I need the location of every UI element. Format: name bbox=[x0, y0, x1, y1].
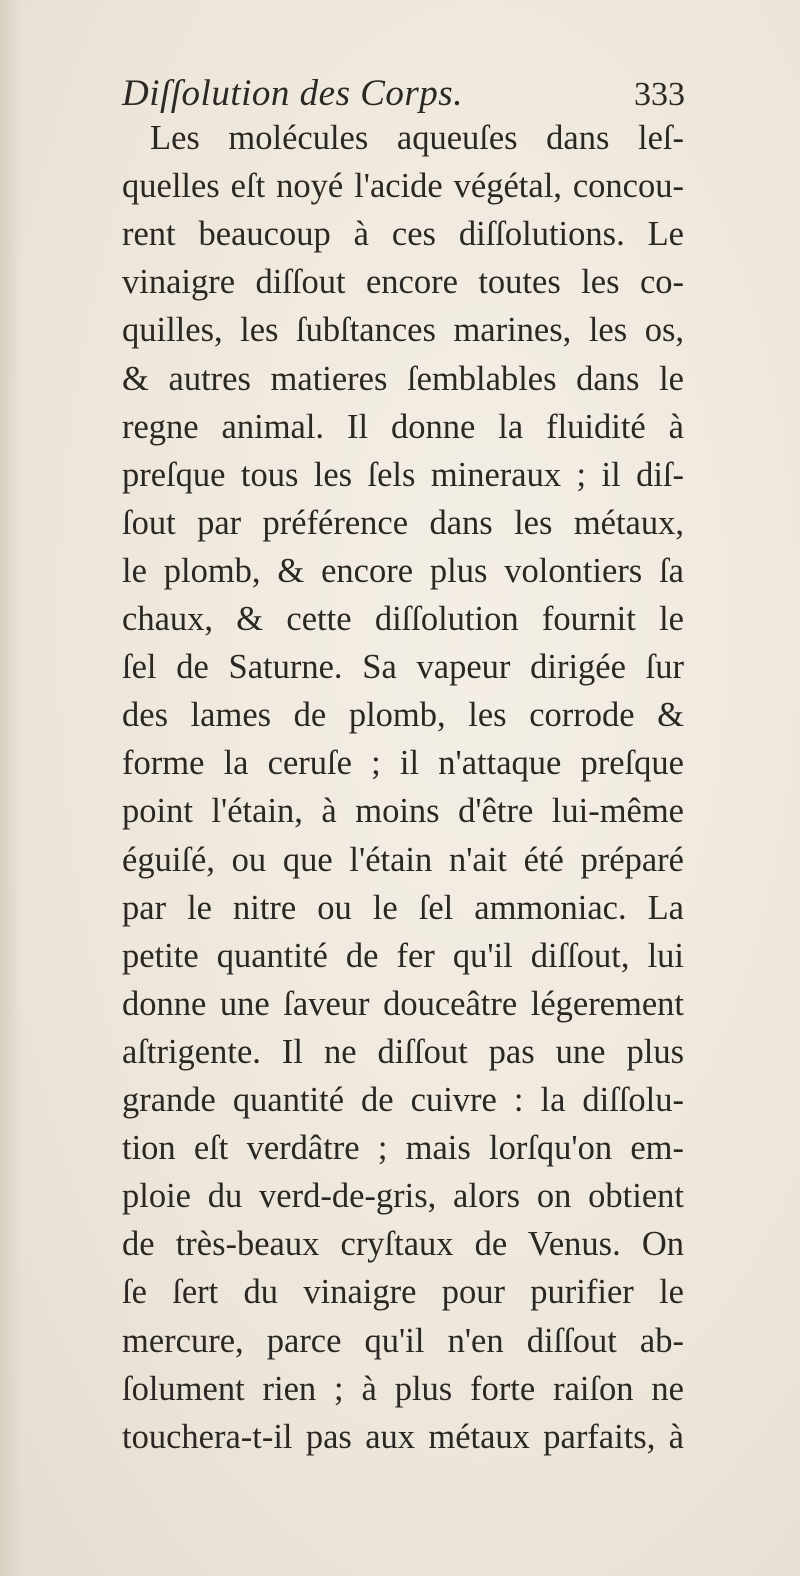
text-line: tion eſt verdâtre ; mais lorſqu'on em- bbox=[122, 1129, 684, 1168]
text-line: petite quantité de fer qu'il diſſout, lui bbox=[122, 936, 684, 975]
text-line: des lames de plomb, les corrode & bbox=[122, 696, 684, 735]
text-line: point l'étain, à moins d'être lui-même bbox=[122, 792, 684, 831]
text-line: touchera-t-il pas aux métaux parfaits, à bbox=[122, 1417, 684, 1456]
text-line: le plomb, & encore plus volontiers ſa bbox=[122, 551, 684, 590]
text-line: quilles, les ſubſtances marines, les os, bbox=[122, 311, 684, 350]
text-line: chaux, & cette diſſolution fournit le bbox=[122, 600, 684, 638]
text-line: regne animal. Il donne la fluidité à bbox=[122, 407, 684, 446]
running-head-title: Diſſolution des Corps. bbox=[122, 73, 463, 114]
text-line: donne une ſaveur douceâtre légerement bbox=[122, 984, 684, 1023]
text-line: quelles eſt noyé l'acide végétal, concou- bbox=[122, 167, 684, 206]
text-line: aſtrigente. Il ne diſſout pas une plus bbox=[122, 1032, 684, 1071]
text-line: de très-beaux cryſtaux de Venus. On bbox=[122, 1225, 684, 1264]
text-line: éguiſé, ou que l'étain n'ait été préparé bbox=[122, 840, 684, 879]
text-line: ſel de Saturne. Sa vapeur dirigée ſur bbox=[122, 648, 684, 687]
text-line: ſolument rien ; à plus forte raiſon ne bbox=[122, 1369, 684, 1408]
text-line: grande quantité de cuivre : la diſſolu- bbox=[122, 1081, 684, 1119]
text-line: par le nitre ou le ſel ammoniac. La bbox=[122, 888, 684, 927]
text-line: vinaigre diſſout encore toutes les co- bbox=[122, 263, 684, 302]
text-line: preſque tous les ſels mineraux ; il diſ- bbox=[122, 455, 684, 494]
text-line: forme la ceruſe ; il n'attaque preſque bbox=[122, 744, 684, 783]
text-line: Les molécules aqueuſes dans leſ- bbox=[150, 119, 684, 157]
page-number: 333 bbox=[634, 76, 685, 113]
text-line: ſout par préférence dans les métaux, bbox=[122, 503, 684, 542]
text-line: ploie du verd-de-gris, alors on obtient bbox=[122, 1177, 684, 1216]
text-line: rent beaucoup à ces diſſolutions. Le bbox=[122, 215, 684, 254]
text-line: mercure, parce qu'il n'en diſſout ab- bbox=[122, 1321, 684, 1360]
text-line: & autres matieres ſemblables dans le bbox=[122, 359, 684, 398]
text-line: ſe ſert du vinaigre pour purifier le bbox=[122, 1273, 684, 1312]
